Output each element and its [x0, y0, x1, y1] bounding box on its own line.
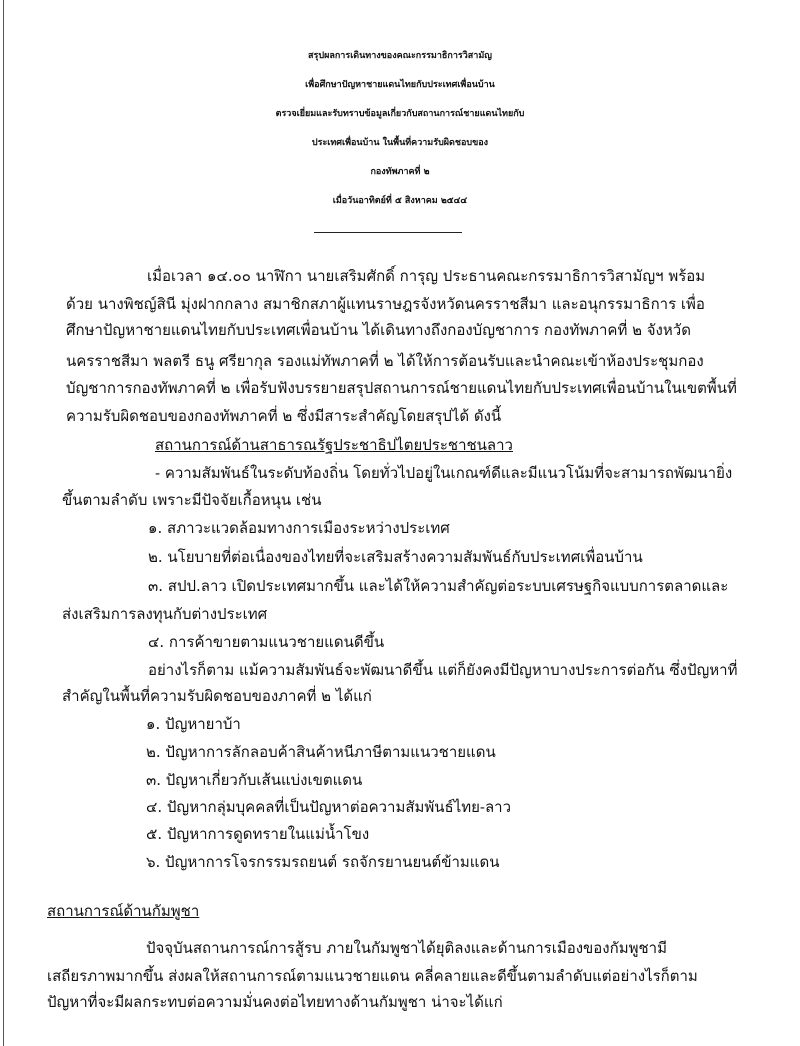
intro-line: ศึกษาปัญหาชายแดนไทยกับประเทศเพื่อนบ้าน ได้เดินทางถึงกองบัญชาการ กองทัพภาคที่ ๒ จังหวัด: [66, 321, 691, 339]
laos-relation-line: - ความสัมพันธ์ในระดับท้องถิ่น โดยทั่วไปอยู่ในเกณฑ์ดีและมีแนวโน้มที่จะสามารถพัฒนายิ่ง: [155, 464, 733, 482]
cambodia-line: ปัญหาที่จะมีผลกระทบต่อความมั่นคงต่อไทยทางด้านกัมพูชา น่าจะได้แก่: [47, 993, 503, 1011]
title-date-line: เมื่อวันอาทิตย์ที่ ๕ สิงหาคม ๒๕๔๔: [332, 196, 468, 206]
laos-however-line: สำคัญในพื้นที่ความรับผิดชอบของภาคที่ ๒ ได้แก่: [62, 687, 372, 705]
title-line: เพื่อศึกษาปัญหาชายแดนไทยกับประเทศเพื่อนบ้าน: [305, 80, 495, 90]
laos-problem-item: ๖. ปัญหาการโจรกรรมรถยนต์ รถจักรยานยนต์ข้ามแดน: [146, 853, 500, 871]
laos-problem-item: ๑. ปัญหายาบ้า: [146, 715, 241, 733]
title-line: สรุปผลการเดินทางของคณะกรรมาธิการวิสามัญ: [308, 51, 492, 61]
laos-problem-item: ๔. ปัญหากลุ่มบุคคลที่เป็นปัญหาต่อความสัมพันธ์ไทย-ลาว: [146, 798, 512, 816]
title-line: กองทัพภาคที่ ๒: [370, 167, 430, 177]
laos-relation-line: ขึ้นตามลำดับ เพราะมีปัจจัยเกื้อหนุน เช่น: [62, 491, 322, 509]
title-line: ตรวจเยี่ยมและรับทราบข้อมูลเกี่ยวกับสถานการณ์ชายแดนไทยกับ: [275, 109, 525, 119]
laos-problem-item: ๕. ปัญหาการดูดทรายในแม่น้ำโขง: [146, 825, 370, 843]
intro-line: เมื่อเวลา ๑๔.๐๐ นาฬิกา นายเสริมศักดิ์ การุญ ประธานคณะกรรมาธิการวิสามัญฯ พร้อม: [147, 267, 706, 285]
cambodia-line: เสถียรภาพมากขึ้น ส่งผลให้สถานการณ์ตามแนวชายแดน คลี่คลายและดีขึ้นตามลำดับแต่อย่างไรก็ตาม: [47, 967, 698, 985]
cambodia-line: ปัจจุบันสถานการณ์การสู้รบ ภายในกัมพูชาได้ยุติลงและด้านการเมืองของกัมพูชามี: [146, 939, 667, 957]
laos-factor-item: ๓. สปป.ลาว เปิดประเทศมากขึ้น และได้ให้ความสำคัญต่อระบบเศรษฐกิจแบบการตลาดและ: [148, 577, 729, 595]
laos-problem-item: ๓. ปัญหาเกี่ยวกับเส้นแบ่งเขตแดน: [146, 771, 363, 789]
laos-factor-item: ๔. การค้าขายตามแนวชายแดนดีขึ้น: [148, 633, 385, 651]
intro-line: นครราชสีมา พลตรี ธนู ศรียากุล รองแม่ทัพภาคที่ ๒ ได้ให้การต้อนรับและนำคณะเข้าห้องประชุมกอง: [66, 352, 704, 370]
laos-section-heading: สถานการณ์ด้านสาธารณรัฐประชาธิปไตยประชาชนลาว: [155, 436, 513, 454]
intro-line: ด้วย นางพิชญ์สินี มุ่งฝากกลาง สมาชิกสภาผู้แทนราษฎรจังหวัดนครราชสีมา และอนุกรรมาธิการ เพื่อ: [66, 295, 705, 313]
laos-problem-item: ๒. ปัญหาการลักลอบค้าสินค้าหนีภาษีตามแนวชายแดน: [146, 743, 496, 761]
intro-line: ความรับผิดชอบของกองทัพภาคที่ ๒ ซึ่งมีสาระสำคัญโดยสรุปได้ ดังนี้: [66, 407, 502, 425]
title-line: ประเทศเพื่อนบ้าน ในพื้นที่ความรับผิดชอบของ: [311, 138, 489, 148]
laos-however-line: อย่างไรก็ตาม แม้ความสัมพันธ์จะพัฒนาดีขึ้น แต่ก็ยังคงมีปัญหาบางประการต่อกัน ซึ่งปัญหาที่: [148, 661, 738, 679]
laos-factor-item: ๒. นโยบายที่ต่อเนื่องของไทยที่จะเสริมสร้างความสัมพันธ์กับประเทศเพื่อนบ้าน: [148, 548, 643, 566]
intro-line: บัญชาการกองทัพภาคที่ ๒ เพื่อรับฟังบรรยายสรุปสถานการณ์ชายแดนไทยกับประเทศเพื่อนบ้านในเขตพื้นที่: [66, 379, 737, 397]
cambodia-section-heading: สถานการณ์ด้านกัมพูชา: [47, 902, 200, 920]
title-divider: [314, 232, 462, 233]
document-title: [0, 42, 800, 216]
laos-factor-item: ๑. สภาวะแวดล้อมทางการเมืองระหว่างประเทศ: [148, 519, 450, 537]
laos-factor-item-continued: ส่งเสริมการลงทุนกับต่างประเทศ: [62, 605, 268, 623]
